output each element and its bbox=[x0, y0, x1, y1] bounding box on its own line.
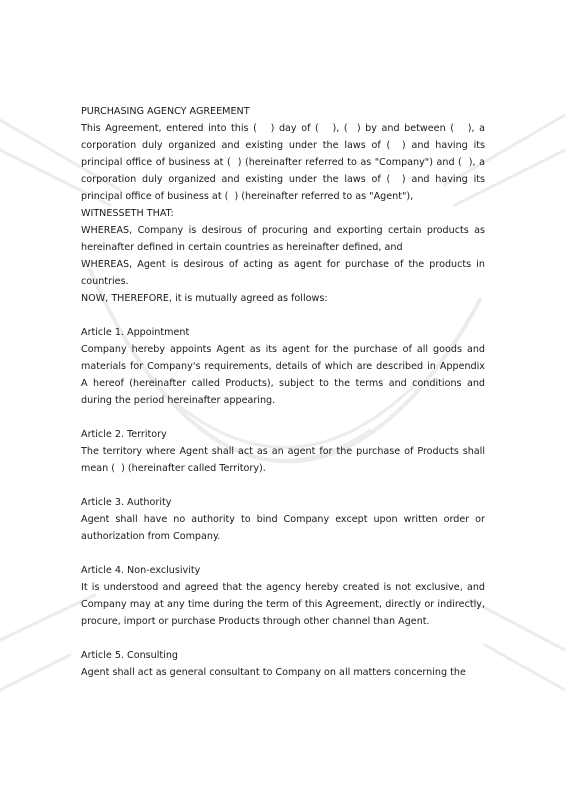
agreement-text bbox=[81, 103, 485, 681]
section-gap bbox=[81, 630, 485, 647]
section-gap bbox=[81, 409, 485, 426]
whereas-agent-paragraph: WHEREAS, Agent is desirous of acting as agent for purchase of the products in countries. bbox=[81, 259, 485, 287]
section-gap bbox=[81, 307, 485, 324]
section-gap bbox=[81, 477, 485, 494]
article-1-body: Company hereby appoints Agent as its agent for the purchase of all goods and materials for Company's requirements, details of which are described in Appendix A hereof (hereinafter called Products), subject to the terms and conditions and during the period hereinafter appearing. bbox=[81, 344, 485, 406]
article-3-heading: Article 3. Authority bbox=[81, 497, 172, 508]
preamble-paragraph: This Agreement, entered into this ( ) day of ( ), ( ) by and between ( ), a corporation duly organized and existing under the laws of ( ) and having its principal office of business at ( ) (hereinafter referred to as "Company") and ( ), a corporation duly organized and existing under the laws of ( ) and having its principal office of business at ( ) (hereinafter referred to as "Agent"), bbox=[81, 123, 485, 202]
article-4-heading: Article 4. Non-exclusivity bbox=[81, 565, 201, 576]
article-4-body: It is understood and agreed that the agency hereby created is not exclusive, and Company may at any time during the term of this Agreement, directly or indirectly, procure, import or purchase Products through other channel than Agent. bbox=[81, 582, 485, 627]
section-gap bbox=[81, 545, 485, 562]
document-title: PURCHASING AGENCY AGREEMENT bbox=[81, 106, 250, 117]
witnesseth-line: WITNESSETH THAT: bbox=[81, 208, 174, 219]
article-3-body: Agent shall have no authority to bind Company except upon written order or authorization from Company. bbox=[81, 514, 485, 542]
now-therefore-line: NOW, THEREFORE, it is mutually agreed as follows: bbox=[81, 293, 328, 304]
article-5-heading: Article 5. Consulting bbox=[81, 650, 179, 661]
article-2-heading: Article 2. Territory bbox=[81, 429, 167, 440]
whereas-company-paragraph: WHEREAS, Company is desirous of procuring and exporting certain products as hereinafter defined in certain countries as hereinafter defined, and bbox=[81, 225, 485, 253]
article-5-body: Agent shall act as general consultant to Company on all matters concerning the bbox=[81, 667, 466, 678]
article-1-heading: Article 1. Appointment bbox=[81, 327, 190, 338]
article-2-body: The territory where Agent shall act as an agent for the purchase of Products shall mean ( ) (hereinafter called Territory). bbox=[81, 446, 485, 474]
